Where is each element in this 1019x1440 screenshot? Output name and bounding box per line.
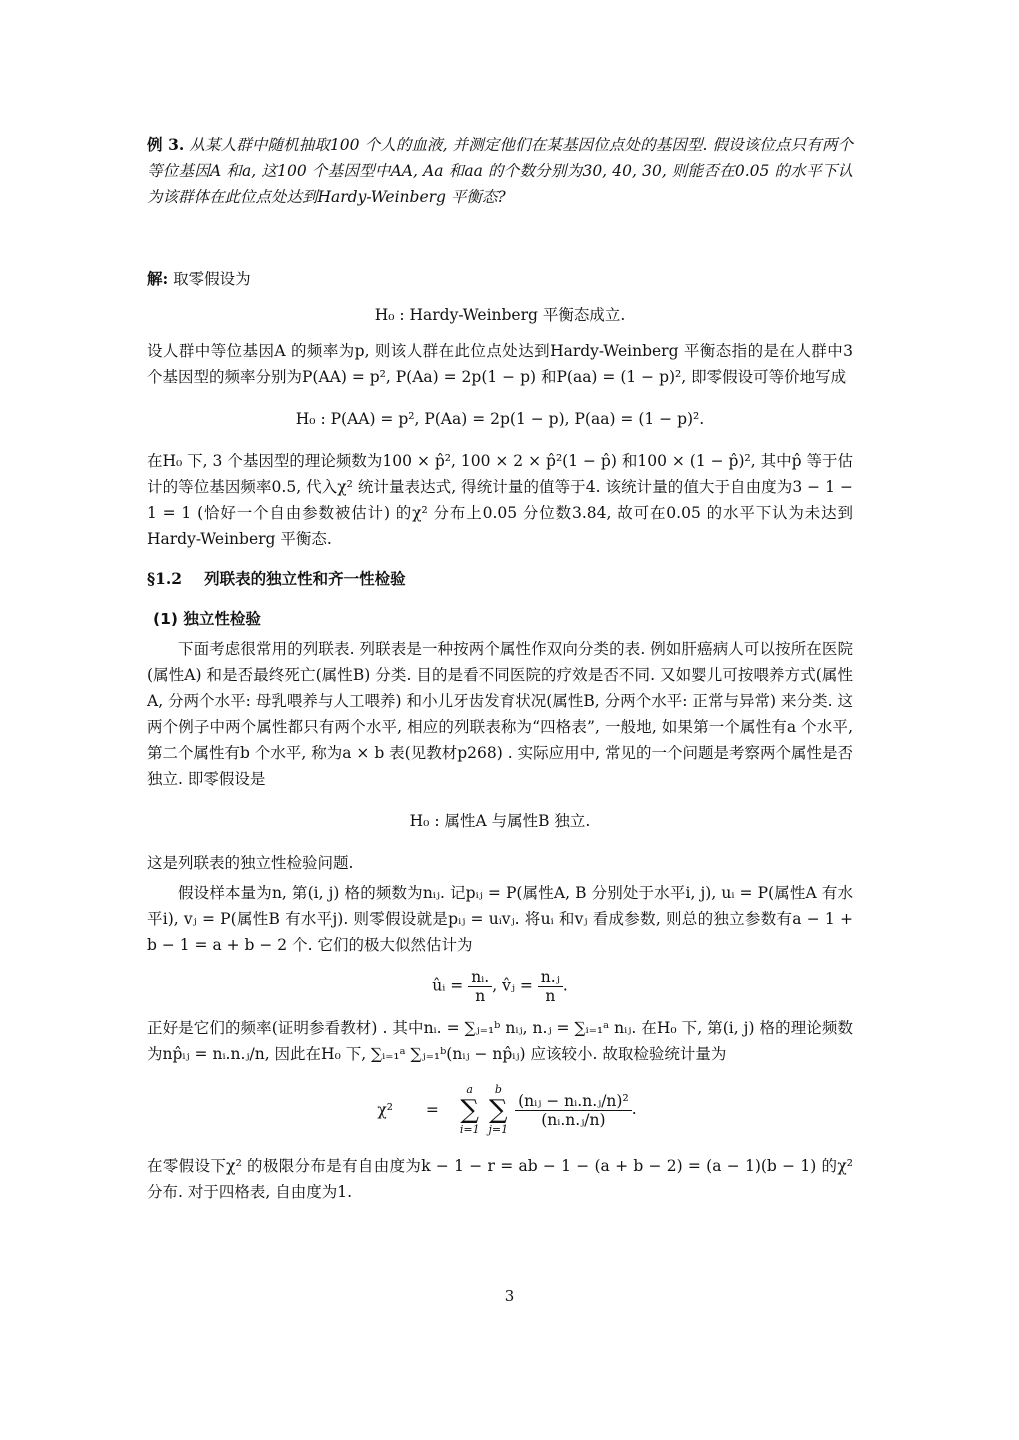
page-content <box>147 132 853 1205</box>
sum-i-lower: i=1 <box>459 1123 480 1136</box>
example-3 <box>147 132 853 210</box>
h0-genotype-frequencies: H₀ : P(AA) = p², P(Aa) = 2p(1 − p), P(aa) = (1 − p)². <box>295 410 705 428</box>
sum-i-upper: a <box>466 1083 473 1096</box>
solution-paragraph-2: 在H₀ 下, 3 个基因型的理论频数为100 × p̂², 100 × 2 × p̂²(1 − p̂) 和100 × (1 − p̂)², 其中p̂ 等于估计的等位基因频率0.5, 代入χ² 统计量表达式, 得统计量的值等于4. 该统计量的值大于自由度为3 − 1 − 1 = 1 (恰好一个自由参数被估计) 的χ² 分布上0.05 分位数3.84, 故可在0.05 的水平下认为未达到Hardy-Weinberg 平衡态. <box>147 452 853 548</box>
mle-v-numerator: n.ⱼ <box>538 968 563 987</box>
sum-j-upper: b <box>494 1083 502 1096</box>
mle-u-denominator: n <box>475 987 486 1005</box>
h0-independence: H₀ : 属性A 与属性B 独立. <box>409 812 591 830</box>
mle-equation <box>147 968 853 1005</box>
body-paragraph-2: 这是列联表的独立性检验问题. <box>147 854 354 872</box>
page-number: 3 <box>504 1287 515 1305</box>
body-paragraph-5: 在零假设下χ² 的极限分布是有自由度为k − 1 − r = ab − 1 − (a + b − 2) = (a − 1)(b − 1) 的χ² 分布. 对于四格表, 自由度为1. <box>147 1157 853 1201</box>
example-label: 例 3. <box>147 135 185 154</box>
sum-j-lower: j=1 <box>488 1123 509 1136</box>
mle-u-fraction <box>468 968 492 1005</box>
example-text: 从某人群中随机抽取100 个人的血液, 并测定他们在某基因位点处的基因型. 假设该位点只有两个等位基因A 和a, 这100 个基因型中AA, Aa 和aa 的个数分别为30, 40, 30, 则能否在0.05 的水平下认为该群体在此位点处达到Hardy-Weinberg 平衡态? <box>147 136 853 206</box>
body-paragraph-1: 下面考虑很常用的列联表. 列联表是一种按两个属性作双向分类的表. 例如肝癌病人可以按所在医院(属性A) 和是否最终死亡(属性B) 分类. 目的是看不同医院的疗效是否不同. 又如婴儿可按喂养方式(属性A, 分两个水平: 母乳喂养与人工喂养) 和小儿牙齿发育状况(属性B, 分两个水平: 正常与异常) 来分类. 这两个例子中两个属性都只有两个水平, 相应的列联表称为“四格表”, 一般地, 如果第一个属性有a 个水平, 第二个属性有b 个水平, 称为a × b 表(见教材p268) . 实际应用中, 常见的一个问题是考察两个属性是否独立. 即零假设是 <box>147 640 853 788</box>
solution-intro <box>147 266 853 292</box>
sum-over-j <box>489 1083 509 1137</box>
sum-over-i <box>460 1083 480 1137</box>
subsection-heading: (1) 独立性检验 <box>153 610 261 628</box>
section-title: 列联表的独立性和齐一性检验 <box>204 570 406 588</box>
mle-end: . <box>562 976 568 995</box>
chi-equals: = <box>425 1101 439 1119</box>
mle-u-numerator: nᵢ. <box>468 968 492 987</box>
mle-u-lhs: ûᵢ = <box>432 976 464 995</box>
chi-denominator: (nᵢ.n.ⱼ/n) <box>541 1110 606 1129</box>
solution-intro-text: 取零假设为 <box>173 270 251 288</box>
chi-square-equation <box>147 1083 853 1137</box>
section-number: §1.2 <box>147 569 183 588</box>
sigma-i: ∑ <box>460 1095 479 1125</box>
mle-v-lhs: , v̂ⱼ = <box>492 976 533 995</box>
chi-lhs: χ² <box>377 1101 393 1119</box>
sigma-j: ∑ <box>489 1095 508 1125</box>
solution-label: 解: <box>147 269 169 288</box>
solution-paragraph-1: 设人群中等位基因A 的频率为p, 则该人群在此位点处达到Hardy-Weinberg 平衡态指的是在人群中3 个基因型的频率分别为P(AA) = p², P(Aa) = 2p(1 − p) 和P(aa) = (1 − p)², 即零假设可等价地写成 <box>147 342 853 386</box>
chi-numerator: (nᵢⱼ − nᵢ.n.ⱼ/n)² <box>515 1092 632 1111</box>
body-paragraph-3: 假设样本量为n, 第(i, j) 格的频数为nᵢⱼ. 记pᵢⱼ = P(属性A, B 分别处于水平i, j), uᵢ = P(属性A 有水平i), vⱼ = P(属性B 有水平j). 则零假设就是pᵢⱼ = uᵢvⱼ. 将uᵢ 和vⱼ 看成参数, 则总的独立参数有a − 1 + b − 1 = a + b − 2 个. 它们的极大似然估计为 <box>147 884 853 954</box>
chi-end: . <box>631 1100 637 1118</box>
h0-equilibrium: H₀ : Hardy-Weinberg 平衡态成立. <box>374 306 626 324</box>
body-paragraph-4: 正好是它们的频率(证明参看教材) . 其中nᵢ. = ∑ⱼ₌₁ᵇ nᵢⱼ, n.ⱼ = ∑ᵢ₌₁ᵃ nᵢⱼ. 在H₀ 下, 第(i, j) 格的理论频数为np̂ᵢⱼ = nᵢ.n.ⱼ/n, 因此在H₀ 下, ∑ᵢ₌₁ᵃ ∑ⱼ₌₁ᵇ(nᵢⱼ − np̂ᵢⱼ) 应该较小. 故取检验统计量为 <box>147 1019 853 1063</box>
chi-fraction <box>515 1092 632 1129</box>
mle-v-denominator: n <box>545 987 556 1005</box>
section-heading <box>147 566 853 592</box>
mle-v-fraction <box>538 968 563 1005</box>
